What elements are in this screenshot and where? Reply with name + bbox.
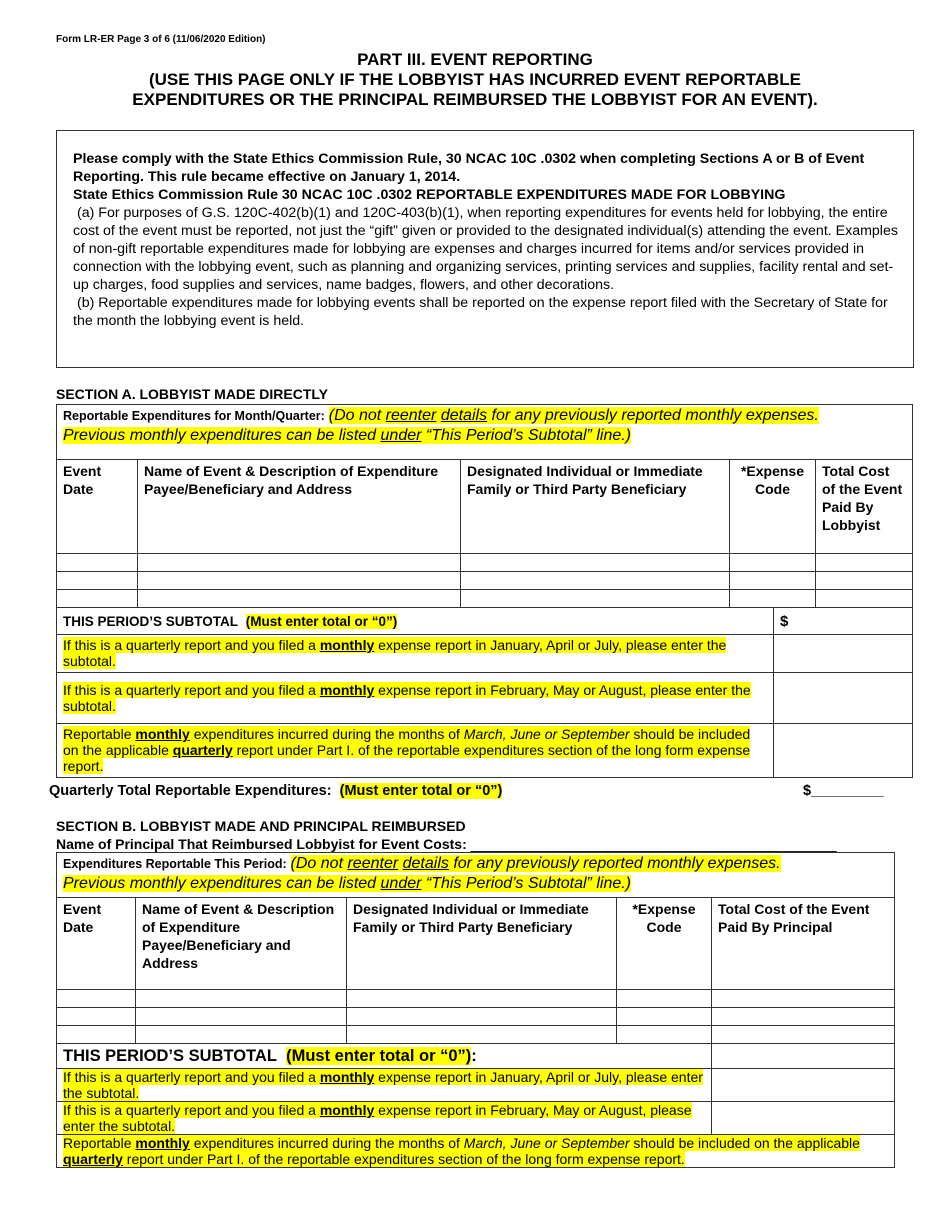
section-b-col-name: Name of Event & Description of Expenditure Payee/Beneficiary and Address xyxy=(136,898,347,990)
section-b-subtotal-field[interactable] xyxy=(712,1044,895,1069)
section-a-reportable-monthly-note: Reportable monthly expenditures incurred during the months of March, June or September should be included on the applicable quarterly report under Part I. of the reportable expenditures section of the long form expense report. xyxy=(57,724,774,778)
section-a-entry-total[interactable] xyxy=(816,590,913,608)
part-title-line2: (USE THIS PAGE ONLY IF THE LOBBYIST HAS INCURRED EVENT REPORTABLE xyxy=(148,70,802,89)
section-b-entry-date[interactable] xyxy=(57,1008,136,1026)
section-a-entry-date[interactable] xyxy=(57,590,138,608)
section-b-col-total: Total Cost of the Event Paid By Principal xyxy=(712,898,895,990)
section-a-table xyxy=(56,404,913,778)
quarterly-total-label: Quarterly Total Reportable Expenditures: xyxy=(49,783,332,799)
principal-name-field[interactable]: _______________________________________________ xyxy=(470,836,837,852)
table-row[interactable] xyxy=(57,572,913,590)
rule-para-a: (a) For purposes of G.S. 120C-402(b)(1) and 120C-403(b)(1), when reporting expenditures for events held for lobbying, the entire cost of the event must be reported, not just the “gift” given or provided to the designated individual(s) attending the event. Examples of non-gift reportable expenditures made for lobbying are expenses and charges incurred for items and/or services provided in connection with the lobbying event, such as planning and organizing services, printing services and supplies, facility rental and set-up charges, food supplies and services, name badges, flowers, and other decorations. xyxy=(73,205,898,293)
section-a-feb-subtotal-field[interactable] xyxy=(774,673,913,724)
principal-label: Name of Principal That Reimbursed Lobbyist for Event Costs: xyxy=(56,836,467,852)
principal-line xyxy=(56,836,837,852)
part-title xyxy=(0,50,950,110)
section-b-subtotal-colon: : xyxy=(471,1046,477,1065)
section-a-col-code: *Expense Code xyxy=(730,460,816,554)
section-a-entry-date[interactable] xyxy=(57,572,138,590)
section-a-reportable-row xyxy=(57,405,913,460)
table-row[interactable] xyxy=(57,590,913,608)
section-a-entry-designated[interactable] xyxy=(461,572,730,590)
table-row[interactable] xyxy=(57,990,895,1008)
dollar-sign: $ xyxy=(780,612,789,630)
section-a-col-designated: Designated Individual or Immediate Family or Third Party Beneficiary xyxy=(461,460,730,554)
quarterly-total-field[interactable]: $_________ xyxy=(803,783,884,799)
section-a-do-not-reenter-note: (Do not reenter details for any previously reported monthly expenses. Previous monthly expenditures can be listed under “This Period’s Subtotal” line.) xyxy=(63,407,819,444)
section-a-entry-name[interactable] xyxy=(138,554,461,572)
section-b-jan-note: If this is a quarterly report and you filed a monthly expense report in January, April or July, please enter the subtotal. xyxy=(57,1069,712,1102)
section-b-entry-code[interactable] xyxy=(617,990,712,1008)
part-title-line1: PART III. EVENT REPORTING xyxy=(357,50,593,69)
rule-title: State Ethics Commission Rule 30 NCAC 10C .0302 REPORTABLE EXPENDITURES MADE FOR LOBBYING xyxy=(73,187,786,203)
section-a-subtotal-row xyxy=(57,608,774,635)
section-b-title: SECTION B. LOBBYIST MADE AND PRINCIPAL REIMBURSED xyxy=(56,818,466,834)
section-a-subtotal-label: THIS PERIOD’S SUBTOTAL xyxy=(63,614,239,629)
section-a-entry-code[interactable] xyxy=(730,572,816,590)
section-b-entry-code[interactable] xyxy=(617,1026,712,1044)
section-b-entry-designated[interactable] xyxy=(347,990,617,1008)
section-a-quarterly-field[interactable] xyxy=(774,724,913,778)
section-b-entry-name[interactable] xyxy=(136,1026,347,1044)
section-b-entry-total[interactable] xyxy=(712,1026,895,1044)
section-a-col-name: Name of Event & Description of Expenditure Payee/Beneficiary and Address xyxy=(138,460,461,554)
form-id: Form LR-ER Page 3 of 6 (11/06/2020 Edition) xyxy=(56,34,266,45)
section-b-entry-designated[interactable] xyxy=(347,1026,617,1044)
section-a-entry-designated[interactable] xyxy=(461,590,730,608)
section-b-subtotal-label: THIS PERIOD’S SUBTOTAL xyxy=(63,1046,277,1065)
section-b-subtotal-must-enter: (Must enter total or “0”) xyxy=(286,1046,472,1065)
section-b-col-date: Event Date xyxy=(57,898,136,990)
section-a-entry-name[interactable] xyxy=(138,572,461,590)
section-b-entry-name[interactable] xyxy=(136,1008,347,1026)
section-b-reportable-row xyxy=(57,853,895,898)
table-row[interactable] xyxy=(57,1008,895,1026)
quarterly-total-must-enter: (Must enter total or “0”) xyxy=(339,783,503,799)
section-a-col-total: Total Cost of the Event Paid By Lobbyist xyxy=(816,460,913,554)
section-a-subtotal-must-enter: (Must enter total or “0”) xyxy=(245,614,398,629)
section-a-col-date: Event Date xyxy=(57,460,138,554)
section-b-entry-name[interactable] xyxy=(136,990,347,1008)
section-a-jan-note: If this is a quarterly report and you filed a monthly expense report in January, April or July, please enter the subtotal. xyxy=(57,635,774,673)
section-b-entry-designated[interactable] xyxy=(347,1008,617,1026)
table-row[interactable] xyxy=(57,554,913,572)
section-b-col-code: *Expense Code xyxy=(617,898,712,990)
section-a-entry-code[interactable] xyxy=(730,554,816,572)
part-title-line3: EXPENDITURES OR THE PRINCIPAL REIMBURSED THE LOBBYIST FOR AN EVENT). xyxy=(132,90,818,109)
section-b-jan-subtotal-field[interactable] xyxy=(712,1069,895,1102)
section-a-entry-total[interactable] xyxy=(816,554,913,572)
rule-para-b: (b) Reportable expenditures made for lobbying events shall be reported on the expense report filed with the Secretary of State for the month the lobbying event is held. xyxy=(73,295,888,329)
section-b-entry-date[interactable] xyxy=(57,990,136,1008)
section-b-reportable-monthly-note: Reportable monthly expenditures incurred during the months of March, June or September should be included on the applicable quarterly report under Part I. of the reportable expenditures section of the long form expense report. xyxy=(57,1135,895,1168)
section-a-title: SECTION A. LOBBYIST MADE DIRECTLY xyxy=(56,386,328,402)
section-a-entry-date[interactable] xyxy=(57,554,138,572)
rule-comply-text: Please comply with the State Ethics Commission Rule, 30 NCAC 10C .0302 when completing Sections A or B of Event Reporting. This rule became effective on January 1, 2014. xyxy=(73,151,865,185)
section-b-table xyxy=(56,852,895,1168)
section-b-reportable-label: Expenditures Reportable This Period: xyxy=(63,857,287,871)
quarterly-total-line xyxy=(49,783,502,799)
section-b-do-not-reenter-note: (Do not reenter details for any previously reported monthly expenses. Previous monthly expenditures can be listed under “This Period’s Subtotal” line.) xyxy=(63,855,781,892)
section-b-entry-code[interactable] xyxy=(617,1008,712,1026)
section-b-entry-total[interactable] xyxy=(712,1008,895,1026)
section-b-feb-subtotal-field[interactable] xyxy=(712,1102,895,1135)
section-a-jan-subtotal-field[interactable] xyxy=(774,635,913,673)
section-a-entry-code[interactable] xyxy=(730,590,816,608)
section-b-feb-note: If this is a quarterly report and you filed a monthly expense report in February, May or August, please enter the subtotal. xyxy=(57,1102,712,1135)
section-b-subtotal-row xyxy=(57,1044,712,1069)
table-row[interactable] xyxy=(57,1026,895,1044)
section-a-subtotal-field[interactable] xyxy=(774,608,913,635)
section-b-col-designated: Designated Individual or Immediate Family or Third Party Beneficiary xyxy=(347,898,617,990)
section-b-entry-date[interactable] xyxy=(57,1026,136,1044)
rule-box xyxy=(56,130,914,368)
section-a-entry-name[interactable] xyxy=(138,590,461,608)
section-a-entry-designated[interactable] xyxy=(461,554,730,572)
section-a-reportable-label: Reportable Expenditures for Month/Quarter: xyxy=(63,409,325,423)
section-a-feb-note: If this is a quarterly report and you filed a monthly expense report in February, May or August, please enter the subtotal. xyxy=(57,673,774,724)
section-b-entry-total[interactable] xyxy=(712,990,895,1008)
section-a-entry-total[interactable] xyxy=(816,572,913,590)
